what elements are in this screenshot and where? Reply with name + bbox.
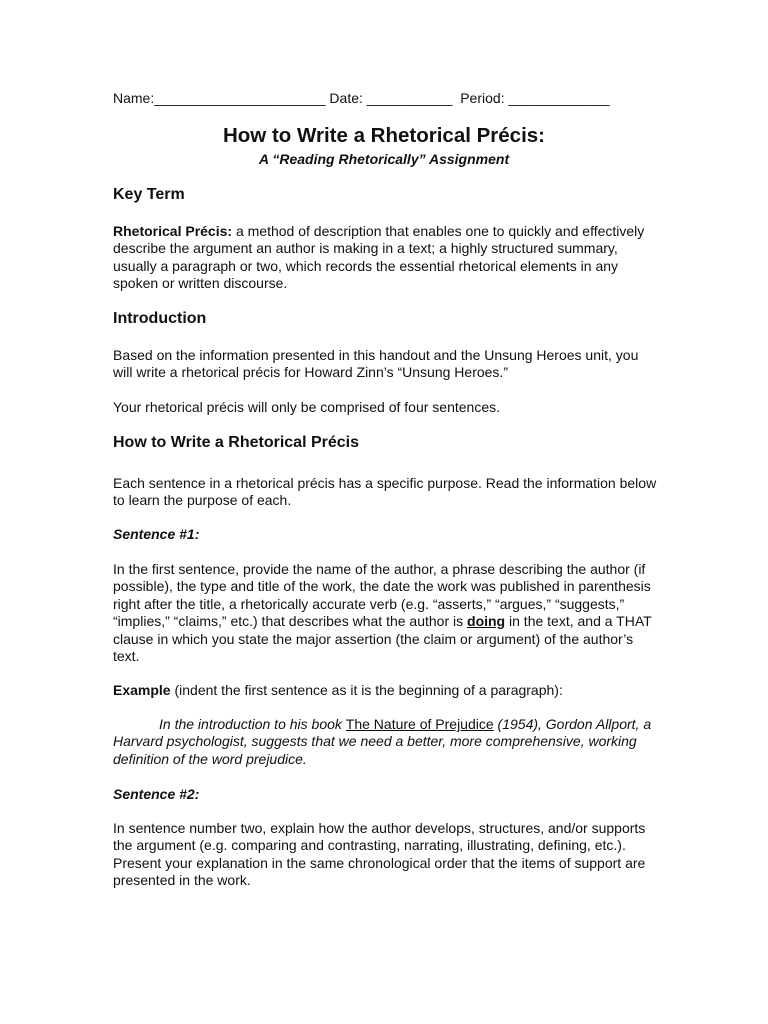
sentence-1-paragraph [113, 561, 658, 665]
introduction-paragraph-2: Your rhetorical précis will only be comprised of four sentences. [113, 399, 501, 415]
page-title: How to Write a Rhetorical Précis: [222, 124, 545, 147]
key-term-heading: Key Term [113, 186, 185, 203]
student-info-line [113, 90, 658, 107]
introduction-heading: Introduction [113, 310, 207, 327]
how-to-paragraph: Each sentence in a rhetorical précis has a specific purpose. Read the information below to learn the purpose of each. [113, 475, 657, 509]
name-label: Name: [113, 90, 155, 106]
example-text-start: In the introduction to his book [159, 716, 346, 732]
example-text-end: (1954), Gordon Allport, a Harvard psychologist, suggests that we need a better, more comprehensive, working definition of the word prejudice. [113, 716, 652, 767]
key-term-text: a method of description that enables one to quickly and effectively describe the argument an author is making in a text; a highly structured summary, usually a paragraph or two, which records the essential rhetorical elements in any spoken or written discourse. [113, 223, 645, 292]
sentence-2-heading: Sentence #2: [113, 786, 200, 802]
key-term-definition [113, 223, 658, 293]
example-book-title: The Nature of Prejudice [345, 716, 494, 732]
how-to-heading: How to Write a Rhetorical Précis [113, 434, 359, 451]
example-label: Example [113, 682, 171, 698]
date-blank: ___________ [366, 90, 453, 106]
key-term-label: Rhetorical Précis: [113, 223, 233, 239]
emphasis-doing: doing [467, 613, 506, 630]
example-note: (indent the first sentence as it is the beginning of a paragraph): [170, 682, 563, 698]
sentence-1-heading: Sentence #1: [113, 526, 200, 542]
sentence-2-paragraph: In sentence number two, explain how the author develops, structures, and/or supports the argument (e.g. comparing and contrasting, narrating, illustrating, defining, etc.). Present your explanation in the same chronological order that the items of support are presented in the work. [113, 820, 646, 889]
name-blank: ______________________ [154, 90, 326, 106]
date-label: Date: [329, 90, 363, 106]
introduction-paragraph-1: Based on the information presented in this handout and the Unsung Heroes unit, you will write a rhetorical précis for Howard Zinn’s “Unsung Heroes.” [113, 347, 639, 381]
period-label: Period: [460, 90, 505, 106]
sentence-1-text-end: in the text, and a THAT clause in which you state the major assertion (the claim or argument) of the author’s text. [113, 613, 652, 665]
example-label-line [113, 682, 658, 699]
period-blank: _____________ [508, 90, 610, 106]
example-paragraph [113, 716, 658, 768]
sentence-1-text-start: In the first sentence, provide the name of the author, a phrase describing the author (if possible), the type and title of the work, the date the work was published in parenthesis right after the title, a rhetorically accurate verb (e.g. “asserts,” “argues,” “suggests,” “implies,” “claims,” etc.) that describes what the author is [113, 561, 651, 630]
page-subtitle: A “Reading Rhetorically” Assignment [258, 151, 510, 167]
